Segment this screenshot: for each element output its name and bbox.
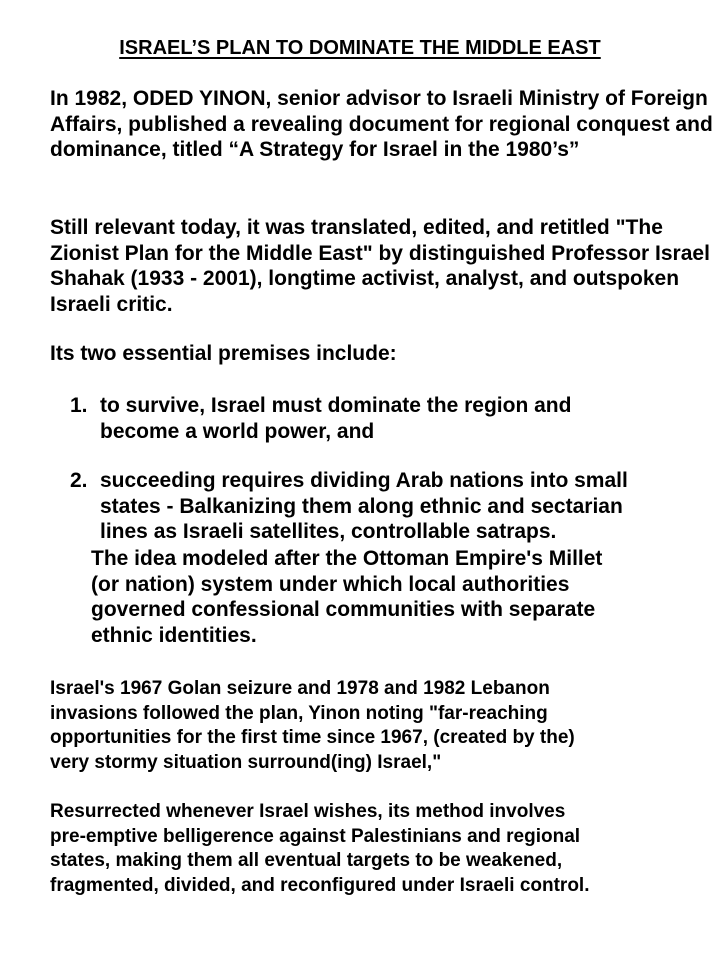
document-title: ISRAEL’S PLAN TO DOMINATE THE MIDDLE EAST [119, 37, 601, 59]
translation-paragraph: Still relevant today, it was translated, edited, and retitled "The Zionist Plan for the Middle East" by distinguished Professor Israel Shahak (1933 - 2001), longtime activist, analyst, and outspoken Israeli critic. [50, 216, 710, 316]
premise-text: succeeding requires dividing Arab nations into small states - Balkanizing them along ethnic and sectarian lines as Israeli satellites, controllable satraps. [100, 469, 628, 543]
intro-paragraph: In 1982, ODED YINON, senior advisor to Israeli Ministry of Foreign Affairs, published a revealing document for regional conquest and dominance, titled “A Strategy for Israel in the 1980’s” [50, 87, 713, 161]
millet-note: The idea modeled after the Ottoman Empire's Millet (or nation) system under which local authorities governed confessional communities with separate ethnic identities. [91, 547, 603, 647]
method-paragraph: Resurrected whenever Israel wishes, its method involves pre-emptive belligerence against Palestinians and regional states, making them all eventual targets to be weakened, fragmented, divided, and reconfigured under Israeli control. [50, 801, 590, 896]
golan-paragraph: Israel's 1967 Golan seizure and 1978 and 1982 Lebanon invasions followed the plan, Yinon noting "far-reaching opportunities for the first time since 1967, (created by the) very stormy situation surround(ing) Israel," [50, 678, 575, 773]
premise-number: 1. [70, 394, 88, 417]
premise-text: to survive, Israel must dominate the region and become a world power, and [100, 394, 572, 443]
premises-intro: Its two essential premises include: [50, 342, 397, 365]
premise-number: 2. [70, 469, 88, 492]
